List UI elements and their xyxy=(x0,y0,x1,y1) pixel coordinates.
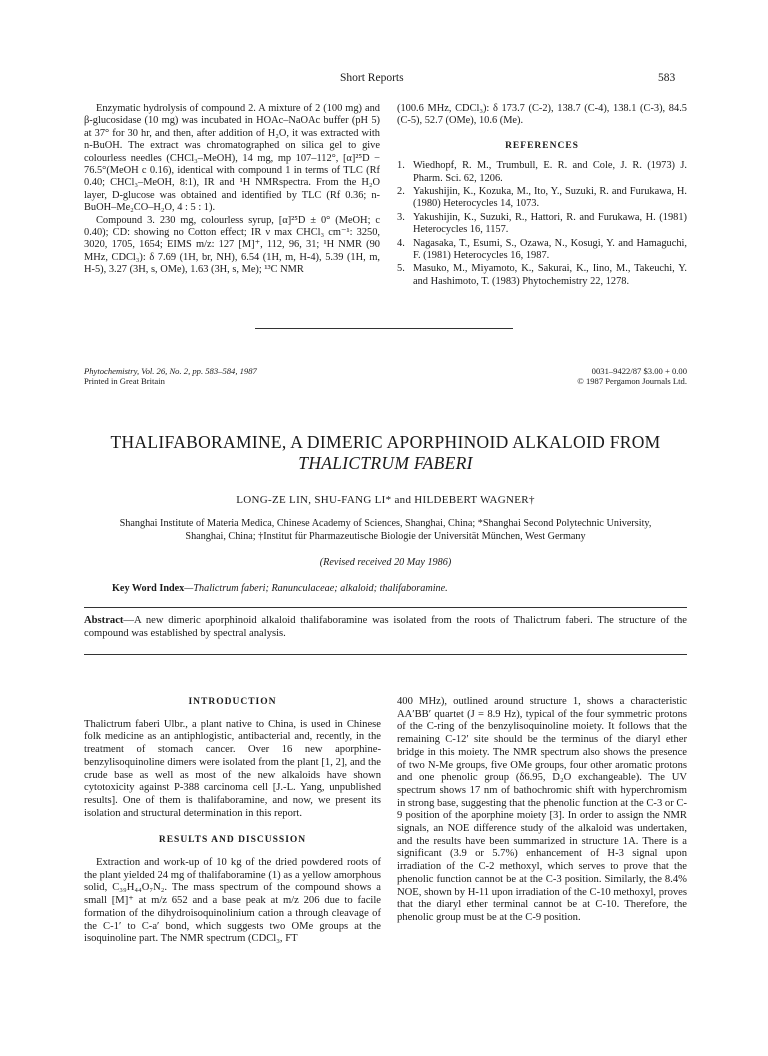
authors: LONG-ZE LIN, SHU-FANG LI* and HILDEBERT WAGNER† xyxy=(236,494,535,506)
copyright-info xyxy=(487,366,687,387)
key-word-label: Key Word Index xyxy=(112,583,185,594)
reference-text: Yakushijin, K., Suzuki, R., Hattori, R. and Furukawa, H. (1981) Heterocycles 16, 1157. xyxy=(413,211,687,236)
reference-item xyxy=(397,263,687,288)
reference-item xyxy=(397,186,687,211)
page-number: 583 xyxy=(658,72,676,84)
copyright-line: © 1987 Pergamon Journals Ltd. xyxy=(577,376,687,387)
references-heading: REFERENCES xyxy=(505,140,579,151)
references-list xyxy=(397,160,687,288)
affiliations xyxy=(70,517,701,543)
introduction-paragraph: Thalictrum faberi Ulbr., a plant native to China, is used in Chinese folk medicine as an antiphlogistic, antibacterial and, recently, in the treatment of stomach cancer. Over 16 new aporphine-benzylisoquinoline dimers were isolated from the plant [1, 2], and the crude base as well as most of the new alkaloids have shown cytotoxicity against P-388 carcinoma cell [J.-L. Yang, unpublished results]. One of them is thalifaboramine, and now, we present its isolation and structural determination in this report. xyxy=(84,718,381,819)
key-words: —Thalictrum faberi; Ranunculaceae; alkaloid; thalifaboramine. xyxy=(184,583,448,594)
body-right-column xyxy=(397,696,687,925)
abstract-bottom-rule xyxy=(84,654,687,655)
results-heading: RESULTS AND DISCUSSION xyxy=(158,835,307,846)
reference-item xyxy=(397,238,687,263)
reference-number: 4. xyxy=(397,237,405,249)
affiliation-line-2: Shanghai, China; †Institut für Pharmazeutische Biologie der Universität München, West Germany xyxy=(185,531,586,542)
reference-item xyxy=(397,160,687,185)
reference-number: 1. xyxy=(397,160,405,172)
revised-date: (Revised received 20 May 1986) xyxy=(319,557,452,568)
key-word-index xyxy=(112,583,672,594)
journal-info xyxy=(84,366,384,387)
running-head: Short Reports xyxy=(340,72,404,84)
reference-number: 2. xyxy=(397,186,405,198)
price-code: 0031–9422/87 $3.00 + 0.00 xyxy=(591,366,687,376)
reference-text: Wiedhopf, R. M., Trumbull, E. R. and Cole, J. R. (1973) J. Pharm. Sci. 62, 1206. xyxy=(413,160,687,184)
abstract xyxy=(84,614,687,640)
enzymatic-hydrolysis-paragraph: Enzymatic hydrolysis of compound 2. A mixture of 2 (100 mg) and β-glucosidase (10 mg) was incubated in HOAc–NaOAc buffer (pH 5) at 37° for 30 hr, and then, after addition of H₂O, it was extracted with n-BuOH. The extract was chromatographed on silica gel to give colourless needles (CHCl₃–MeOH), 14 mg, mp 107–112°, [α]²⁵D − 76.5°(MeOH c 0.16), identical with compound 1 in terms of TLC (Rf 0.40; CHCl₃–MeOH, 8:1), IR and ¹H NMRspectra. From the H₂O layer, D-glucose was obtained and identified by TLC (Rf 0.36; n-BuOH–Me₂CO–H₂O, 4 : 5 : 1). xyxy=(84,103,380,214)
reference-number: 3. xyxy=(397,211,405,223)
prev-article-right-column xyxy=(397,103,687,289)
journal-citation: Phytochemistry, Vol. 26, No. 2, pp. 583–584, 1987 xyxy=(84,366,257,376)
title-line-1: THALIFABORAMINE, A DIMERIC APORPHINOID ALKALOID FROM xyxy=(110,432,661,452)
abstract-top-rule xyxy=(84,607,687,608)
reference-number: 5. xyxy=(397,263,405,275)
introduction-heading: INTRODUCTION xyxy=(188,697,277,707)
reference-text: Nagasaka, T., Esumi, S., Ozawa, N., Kosugi, Y. and Hamaguchi, F. (1981) Heterocycles 16, 1987. xyxy=(413,237,687,262)
prev-article-left-column xyxy=(84,103,380,277)
printed-in: Printed in Great Britain xyxy=(84,376,165,387)
results-paragraph: Extraction and work-up of 10 kg of the dried powdered roots of the plant yielded 24 mg of thalifaboramine (1) as a yellow amorphous solid, C₃₉H₄₄O₇N₂. The mass spectrum of the compound shows a small [M]⁺ at m/z 652 and a base peak at m/z 206 due to facile formation of the dihydroisoquinolinium cation a through cleavage of the C-1′ to C-a′ bond, which suggests two OMe groups at the isoquinoline part. The NMR spectrum (CDCl₃, FT xyxy=(84,857,381,945)
reference-item xyxy=(397,212,687,237)
nmr-continuation: (100.6 MHz, CDCl₃): δ 173.7 (C-2), 138.7 (C-4), 138.1 (C-3), 84.5 (C-5), 52.7 (OMe), 10.6 (Me). xyxy=(397,103,687,127)
reference-text: Yakushijin, K., Kozuka, M., Ito, Y., Suzuki, R. and Furukawa, H. (1980) Heterocycles 14, 1073. xyxy=(413,186,687,210)
article-title xyxy=(84,432,687,474)
title-line-2: THALICTRUM FABERI xyxy=(298,453,473,473)
article-divider xyxy=(255,328,513,329)
compound-3-paragraph: Compound 3. 230 mg, colourless syrup, [α]²⁵D ± 0° (MeOH; c 0.40); CD: showing no Cotton effect; IR ν max CHCl₃ cm⁻¹: 3250, 3020, 1705, 1654; EIMS m/z: 127 [M]⁺, 112, 96, 31; ¹H NMR (90 MHz, CDCl₃): δ 7.69 (1H, br, NH), 6.54 (1H, m, H-4), 5.39 (1H, m, H-5), 3.27 (3H, s, OMe), 1.63 (3H, s, Me); ¹³C NMR xyxy=(84,214,380,276)
abstract-text: —A new dimeric aporphinoid alkaloid thalifaboramine was isolated from the roots of Thalictrum faberi. The structure of the compound was established by spectral analysis. xyxy=(84,615,687,639)
abstract-label: Abstract xyxy=(84,615,124,626)
body-left-column xyxy=(84,696,381,946)
reference-text: Masuko, M., Miyamoto, K., Sakurai, K., Iino, M., Takeuchi, Y. and Hashimoto, T. (1983) Phytochemistry 22, 1278. xyxy=(413,263,687,287)
affiliation-line-1: Shanghai Institute of Materia Medica, Chinese Academy of Sciences, Shanghai, China; *Shanghai Second Polytechnic University, xyxy=(119,518,652,529)
nmr-discussion-paragraph: 400 MHz), outlined around structure 1, shows a characteristic AA′BB′ quartet (J = 8.9 Hz), typical of the four symmetric protons of the C-ring of the benzylisoquinoline moiety. It follows that the remaining C-12′ site should be the terminus of the diaryl ether bridge in this moiety. The NMR spectrum also shows the presence of two N-Me groups, five OMe groups, four other aromatic protons and one phenolic group (δ6.95, D₂O exchangeable). The UV spectrum shows 17 nm of bathochromic shift with hyperchromism in strong base, suggesting that the phenolic function at the C-3 or C-9 position of the aporphine moiety [3]. In order to assign the NMR signals, an NOE difference study of the alkaloid was undertaken, and the results have been summarized in structure 1A. There is a significant (3.9 or 5.7%) enhancement of H-3 signal upon irradiation of the C-2 methoxyl, which serves to prove that the phenolic function cannot be at the C-3 position. Similarly, the 8.4% NOE, shown by H-11 upon irradiation of the C-10 methoxyl, proves that the diaryl ether terminal cannot be at C-10. Therefore, the phenolic group must be at the C-9 position. xyxy=(397,696,687,923)
